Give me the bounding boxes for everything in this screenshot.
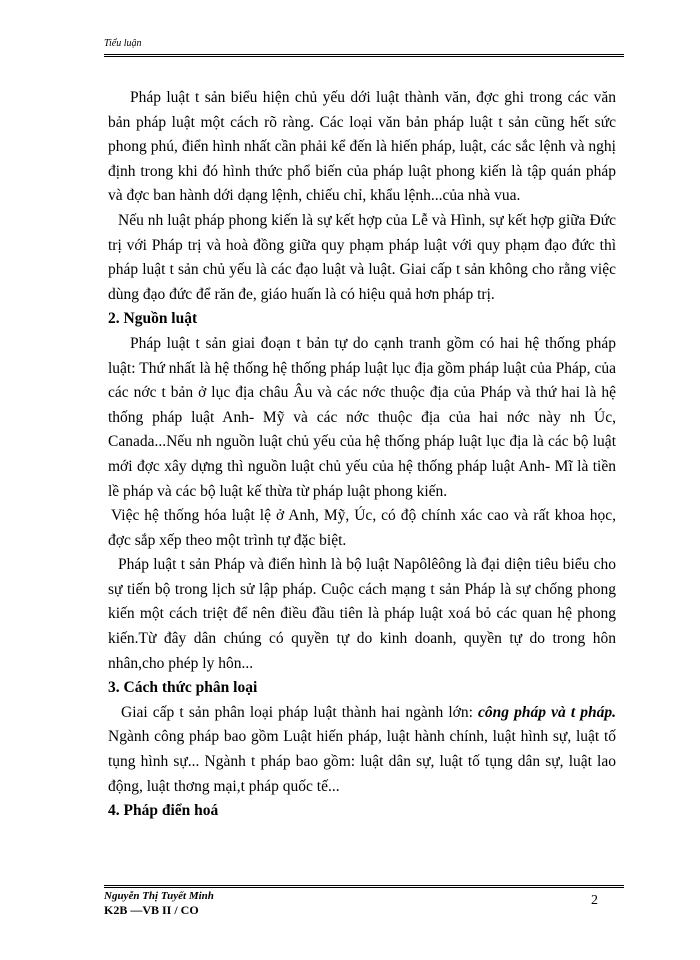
heading-phap-dien-hoa: 4. Pháp điển hoá [108, 802, 219, 820]
footer-author: Nguyễn Thị Tuyết Minh [104, 890, 214, 902]
paragraph-6-emphasis: công pháp và t pháp. [478, 703, 616, 721]
paragraph-2: Nếu nh luật pháp phong kiến là sự kết hợp của Lễ và Hình, sự kết hợp giữa Đức trị với Pháp trị và hoà đồng giữa quy phạm pháp luật với quy phạm đạo đức thì pháp luật t sản chủ yếu là các đạo luật và luật. Giai cấp t sản không cho rằng việc dùng đạo đức để răn đe, giáo huấn là có hiệu quả hơn pháp trị. [108, 211, 616, 303]
paragraph-6-end: Ngành công pháp bao gồm Luật hiến pháp, luật hành chính, luật hình sự, luật tố tụng hình sự... Ngành t pháp bao gồm: luật dân sự, luật tố tụng dân sự, luật lao động, luật thơng mại,t pháp quốc tế... [108, 728, 616, 795]
paragraph-3: Pháp luật t sản giai đoạn t bản tự do cạnh tranh gồm có hai hệ thống pháp luật: Thứ nhất là hệ thống hệ thống pháp luật lục địa gồm pháp luật của Pháp, của các nớc t bản ở lục địa châu Âu và các nớc thuộc địa của Pháp và thứ hai là hệ thống pháp luật Anh- Mỹ và các nớc thuộc địa của hai nớc này nh Úc, Canada...Nếu nh nguồn luật chủ yếu của hệ thống pháp luật lục địa là các bộ luật mới đợc xây dựng thì nguồn luật chủ yếu của hệ thống pháp luật Anh- Mĩ là tiền lề pháp và các bộ luật kế thừa từ pháp luật phong kiến. [108, 334, 616, 500]
heading-nguon-luat: 2. Nguồn luật [108, 310, 198, 328]
paragraph-6 [108, 701, 616, 799]
document-body [108, 86, 616, 824]
paragraph-5: Pháp luật t sản Pháp và điển hình là bộ luật Napôlêông là đại diện tiêu biểu cho sự tiến bộ trong lịch sử lập pháp. Cuộc cách mạng t sản Pháp là sự chống phong kiến một cách triệt để nên điều đầu tiên là pháp luật xoá bỏ các quan hệ phong kiến.Từ đây dân chúng có quyền tự do kinh doanh, quyền tự do trong hôn nhân,cho phép ly hôn... [108, 556, 616, 672]
paragraph-1: Pháp luật t sản biểu hiện chủ yếu dới luật thành văn, đợc ghi trong các văn bản pháp luật một cách rõ ràng. Các loại văn bản pháp luật t sản cũng hết sức phong phú, điển hình nhất cần phải kể đến là hiến pháp, luật, các sắc lệnh và nghị định trong khi đó hình thức phổ biến của pháp luật phong kiến là tập quán pháp và đợc ban hành dới dạng lệnh, chiếu chỉ, khẩu lệnh...của nhà vua. [108, 89, 616, 205]
header-title: Tiểu luận [104, 38, 142, 49]
paragraph-6-start: Giai cấp t sản phân loại pháp luật thành hai ngành lớn: [121, 703, 479, 721]
heading-cach-thuc-phan-loai: 3. Cách thức phân loại [108, 679, 258, 697]
footer-class: K2B —VB II / CO [104, 903, 199, 917]
header-rule [104, 54, 624, 57]
paragraph-4: Việc hệ thống hóa luật lệ ở Anh, Mỹ, Úc, có độ chính xác cao và rất khoa học, đợc sắp xếp theo một trình tự đặc biệt. [108, 507, 616, 549]
footer-rule [104, 885, 624, 888]
page-number: 2 [591, 893, 598, 908]
